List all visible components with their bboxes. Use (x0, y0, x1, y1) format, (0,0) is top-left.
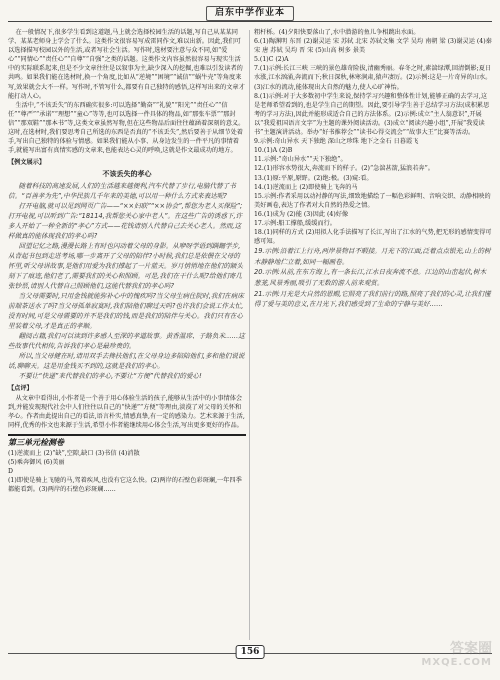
right-line-7: 10.(1)A (2)B (254, 147, 293, 155)
essay-body (8, 181, 246, 381)
right-line-2: 6.(1)陶渊明 东晋 (2)谢灵运 宋 苏轼 北宋 苏轼文集 文学 吴均 南朝 梁 (3)谢灵运 (4)秦 宋 唐 苏轼 吴均 晋 宋 (5)山高 树多 景美 (254, 38, 492, 55)
essay-paragraph-1: 随着科技的高速发展,人们的生活越来越便利,汽车代替了步行,电脑代替了书信。“百善孝为先”,中华民族几千年来的美德,可以用一种什么方式来表达呢? (8, 181, 236, 200)
right-line-5: 8.(1)示例:对于大多数初中学生来说,保持学习兴趣和整体性计划,能够正确的去学习,这是老师希望看到的,也是学生自己的期望。因此,要引导学生善于总结学习方法(成积累思考的学习方法),因此并能形成适合自己的方法体系。(2)示例:成立“主人翁意识”,开展以“我爱祖国语言文字”为主题的课外阅读活动。(3)成立“阅读兴趣小组”,开展“我爱读书”主题演讲活动。举办“好书推荐会”“读书心得交流会”“故事大王”比赛等活动。 (254, 92, 490, 137)
essay-paragraph-6: 所以,当父母健在时,请用双手去搀扶他们,在父母身边多陪陪他们,多和他们说说话,聊聊天。这是用金钱买不到的,这就是我们的孝心。 (8, 351, 245, 370)
right-line-10: 13.(1)原:平原,原野。(2)绝:极。(3)窥:看。 (254, 174, 373, 182)
essay-title: 不该丢失的孝心 (102, 169, 152, 179)
essay-paragraph-3: 回望记忆之路,漫漫长路上有时也闪动着父母的身影。从咿呀学语到蹒跚学步,从背起书包到走进考场,哪一步离开了父母的陪伴?小时候,我们总是依偎在父母的怀里,听父母讲故事,是他们用爱为我们撑起了一片蓝天。岁月悄悄地在他们的额头刻下了痕迹,他们老了,需要我们的关心和照顾。可是,我们在干什么呢?给他们寄几张钞票,请别人代替自己照顾他们,这能代替我们的孝心吗? (8, 241, 243, 290)
answer-line-1: (1)逆流而上 (2)“缺”,空隙,缺口 (3)书信 (4)消散 (8, 450, 140, 458)
right-handwritten-block (254, 246, 492, 310)
essay-paragraph-7: 不要让“快递”来代替我们的孝心,不要让“方便”代替我们的爱心! (18, 371, 202, 380)
right-line-17: 20.示例:从前,在东方海上,有一条长江,江水日夜奔流不息。江边的山峦起伏,树木葱茏,风景秀丽,吸引了无数的游人前来观赏。 (254, 268, 487, 288)
right-line-9: 12.(1)形容水势很大,奔流而下的样子。(2)“急湍甚箭,猛浪若奔”。 (254, 165, 434, 173)
right-line-15: 18.(1)同样的方式 (2)用拟人化手法描写了长江,写出了江水的气势,把无形的感情变得可感可知。 (254, 229, 492, 246)
answer-line-2: (5)乘奔御风 (6)美丽 (8, 459, 65, 467)
right-line-1: 粗杆栎。(4)夕阳快要落山了,水中潜游的鱼儿争相跳出水面。 (254, 29, 420, 36)
section-title: 第三单元检测卷 (8, 434, 246, 447)
intro-paragraph-2: 生活中,“不该丢失”的东西确实很多:可以选择“勤奋”“礼貌”“阳光”“责任心”“信任”“尊严”“承诺”“理想”“童心”等等,也可以选择一件具体的物品,如“那张车票”“那封信”“那双鞋”“那本书”等,这类文章虽然写物,但在这些物品后面往往蕴涵着深刻的意义。这时,在选材时,我们要思考自己所选的东西是否真的“不该丢失”,然后要善于从细节处着手,写出自己独特的体验与情感。如果我们能从小事、从身边发生的一件平凡的事情着手,就能写出富有真情实感的文章来,也能表达心灵的呼唤,这就是作文最成功的地方。 (8, 101, 245, 155)
answer-line-4: (1)即使是骑上飞驰的马,驾着疾风,也没有它这么快。(2)两岸的石壁色彩斑斓,一年四季都能看到。(3)两岸的石壁色彩斑斓…… (8, 477, 242, 494)
essay-paragraph-5: 翻阅古籍,我们可以读到许多感人至深的孝道故事。黄香温席、子路负米……这些故事代代相传,告诉我们孝心是最珍贵的。 (8, 331, 245, 350)
watermark-logo: 答案圈 MXQE.COM (421, 641, 492, 668)
right-line-12: 15.示例:作者采用以动衬静的写法,细致地描绘了一幅色彩鲜明、音响交织、动静相映的美好画卷,表达了作者对大自然的热爱之情。 (254, 192, 491, 209)
right-line-3: 5.(1)C (2)A (254, 56, 289, 64)
right-line-14: 17.示例:船工撑船,缓缓而行。 (254, 219, 336, 227)
left-column (8, 28, 246, 640)
right-line-8: 11.示例:“奇山异水”“天下独绝”。 (254, 156, 347, 164)
example-tag: 【例文展示】 (8, 159, 46, 167)
page-number: 156 (236, 645, 265, 659)
right-line-13: 16.(1)成为 (2)能 (3)因此 (4)好像 (254, 210, 349, 218)
right-line-18: 21.示例:月光是大自然的恩赐,它照亮了我们前行的路,照亮了我们的心灵,让我们懂得了爱与美的意义,在月光下,我们感受到了生命的宁静与美好…… (254, 289, 491, 309)
comment-tag: 【点评】 (8, 384, 33, 392)
column-divider (249, 30, 250, 640)
right-line-6: 9.示例:奇山异水 天下独绝 深山之珍珠 地下之金石 日暮霞飞 (254, 138, 419, 146)
intro-paragraph-1: 在一般情况下,很多学生看到这道题,马上就会选择校园生活的话题,写自己从某某同学、某某老师身上学会了什么。这类作文很容易写成雷同作文,难以出新。因此,我们可以选择描写校园以外的生活,或者写社会生活。写作时,选材要注意与众不同,如“爱心”“同情心”“责任心”“自尊”“自强”之类的话题。这类作文内容虽然很容易与现实生活中的实际联系起来,但是不少文章往往是以叙事为主,缺少深入的挖掘,也难以引发读者的共鸣。如果我们能在选材时,换一个角度,比如从“逆境”“困境”“诚信”“蜗牛壳”等角度来写,效果就会大不一样。写作时,不管写什么,都要有自己独特的感悟,这样写出来的文章才能打动人心。 (8, 29, 245, 100)
essay-paragraph-2: 打开电脑,就可以见到网页广告——“××妇联”“××协会”,帮您为老人买保险”;打开电视,可以听到广告:“18114,我帮您关心家中老人”。在这些广告的诱惑下,许多人开始了一种全新的“孝心”方式——花钱请别人代替自己去关心老人。然而,这样做真的能体现我们的孝心吗? (8, 201, 243, 240)
right-column (254, 28, 492, 640)
answer-line-3: D (8, 468, 13, 476)
page-header (0, 6, 500, 24)
header-title: 启东中学作业本 (206, 6, 294, 21)
comment-paragraph: 从文章中看得出,小作者是一个善于用心体验生活的孩子,能够从生活中的小事情体会到,并能发现现代社会中人们往往以自己的“快递”“方便”等理由,淡漠了对父母的关怀和孝心。作者由此提出自己的看法,语言朴实,情感真挚,有一定的感染力。艺术来源于生活,同样,优秀的作文也来源于生活,希望小作者能继续用心体会生活,写出更多更好的作品。 (8, 394, 245, 429)
essay-paragraph-4: 当父母需要时,只用金钱就能弥补心中的愧疚吗?当父母生病住院时,我们在病床前端茶送水了吗?当父母孤单寂寞时,我们陪他们聊过天吗?也许我们会说工作太忙,没有时间,可是父母需要的并不是我们的钱,而是我们的陪伴与关心。我们只有在心里装着父母,才是真正的孝顺。 (8, 291, 244, 330)
right-line-4: 7.(1)示例:长江三峡 三峡的景色雄奇险拔,清幽秀丽。春冬之时,素湍绿潭,回清倒影;夏日水涨,江水汹涌,奔流而下;秋日深秋,林寒涧肃,猿声凄厉。(2)示例:这是一片奇异的山水。(3)江水的流动,能体现出大自然的魅力,使人心旷神怡。 (254, 65, 492, 91)
right-line-11: 14.(1)逆流而上 (2)即使骑上飞奔的马 (254, 183, 358, 191)
header-rule (8, 21, 492, 22)
right-line-16: 19.示例:沿着江上行舟,两岸景物目不暇接。月光下的江面,泛着点点银光,山上的树木静静地伫立着,如同一幅画卷。 (254, 247, 491, 266)
